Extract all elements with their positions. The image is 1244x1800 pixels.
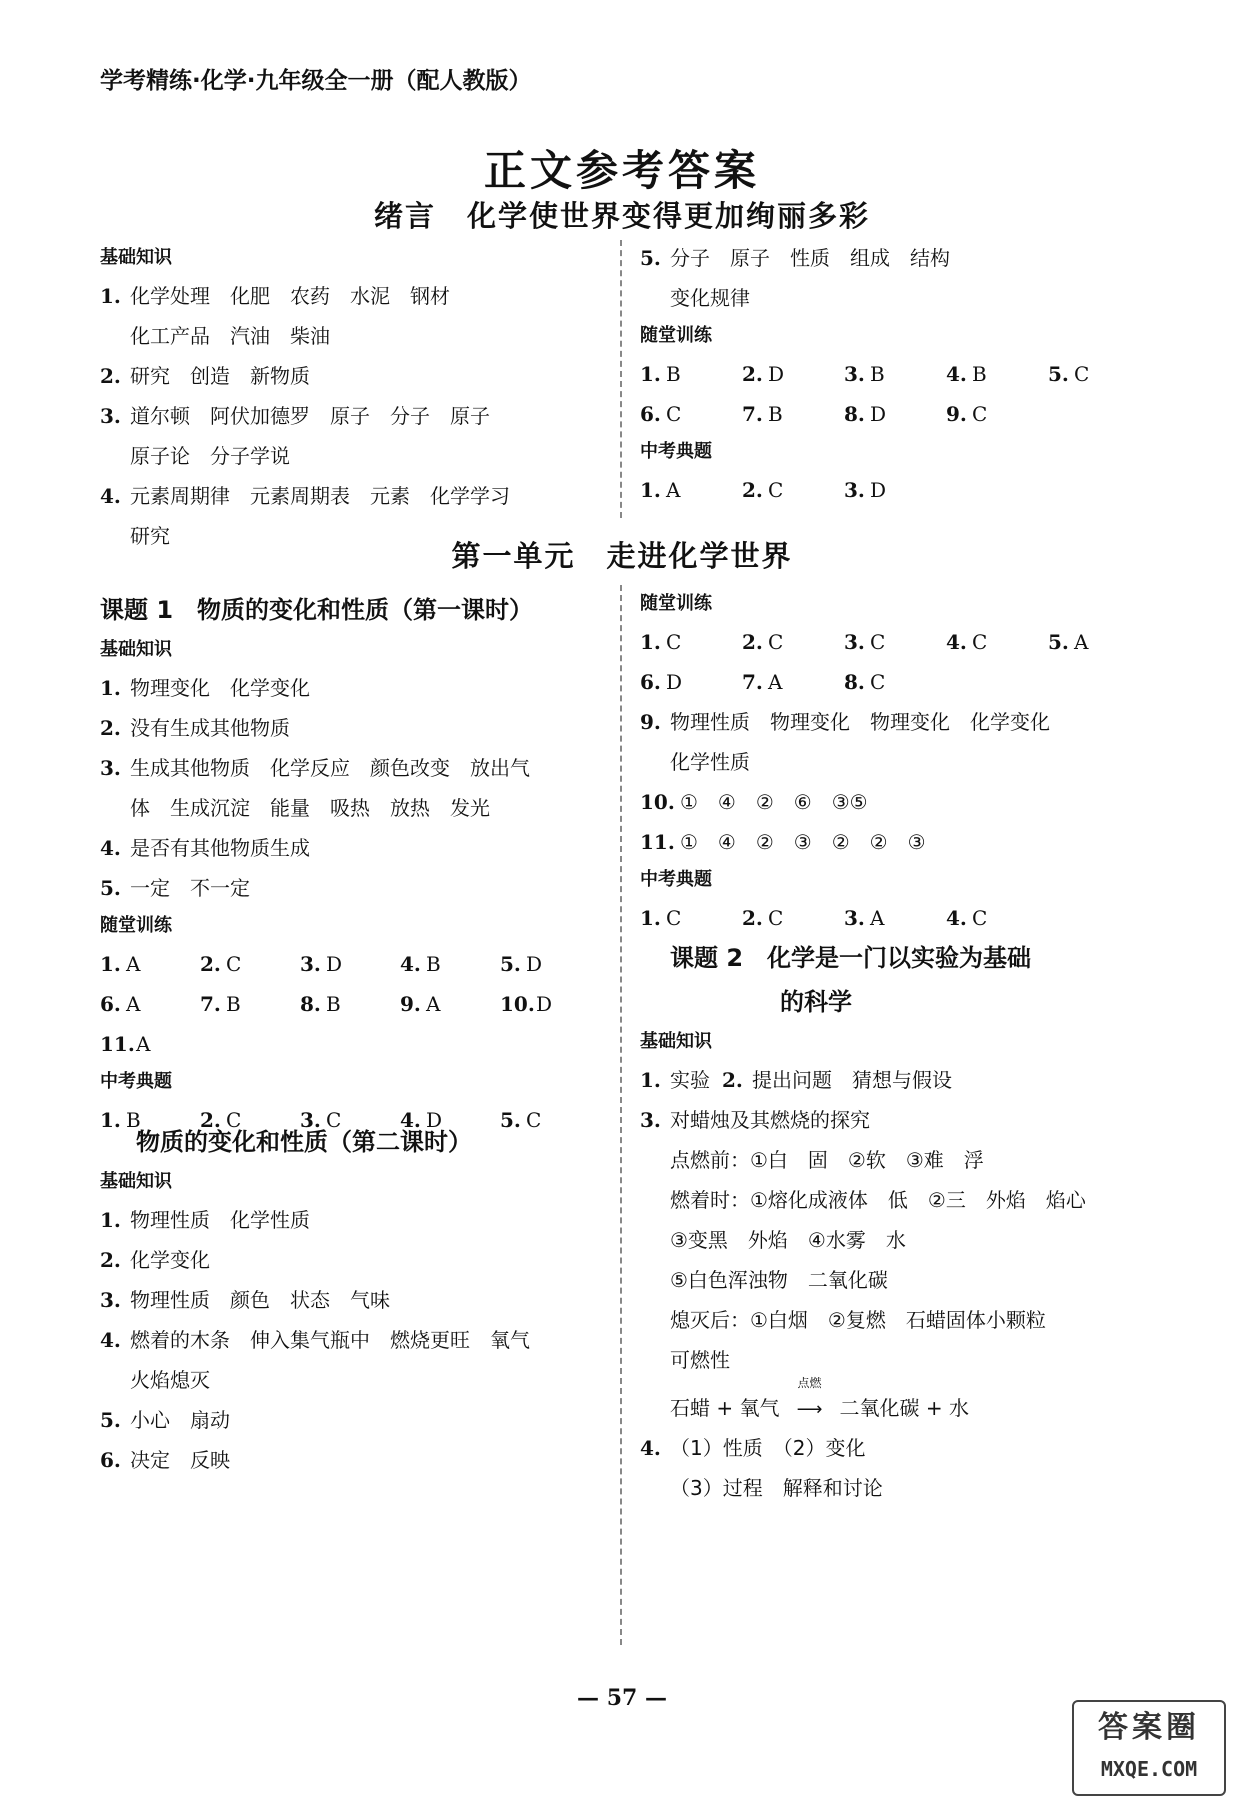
answer-line — [100, 1440, 610, 1480]
answer-line — [640, 1180, 1180, 1220]
question-number: 5. — [1048, 630, 1069, 654]
question-number: 6. — [100, 1448, 121, 1472]
question-number: 3. — [844, 362, 865, 386]
answer-line — [640, 1100, 1180, 1140]
question-number: 10. — [500, 992, 535, 1016]
question-number: 11. — [100, 1032, 135, 1056]
choice-item — [742, 898, 844, 938]
question-number: 2. — [100, 716, 121, 740]
equation-products: 二氧化碳 + 水 — [839, 1396, 969, 1420]
choice-item — [844, 662, 946, 702]
book-title: 学考精练·化学·九年级全一册（配人教版） — [100, 68, 532, 94]
answer-line — [100, 476, 600, 516]
watermark-url: MXQE.COM — [1100, 1757, 1198, 1781]
answer-text: 一定 不一定 — [130, 876, 250, 900]
choice-item — [844, 470, 946, 510]
question-number: 3. — [844, 906, 865, 930]
answer-line — [100, 316, 600, 356]
choice-item — [100, 944, 200, 984]
answer-text: 化工产品 汽油 柴油 — [130, 324, 330, 348]
answer-line — [640, 1340, 1180, 1380]
answer-text: 体 生成沉淀 能量 吸热 放热 发光 — [130, 796, 490, 820]
choice-item — [844, 394, 946, 434]
choice-answer: B — [126, 1108, 141, 1132]
question-number: 3. — [100, 1288, 121, 1312]
section-label: 随堂训练 — [640, 593, 712, 614]
section-label: 基础知识 — [100, 639, 172, 660]
question-number: 6. — [100, 992, 121, 1016]
choice-answer: C — [972, 630, 988, 654]
lesson-title: 课题 1 物质的变化和性质（第一课时） — [100, 596, 534, 624]
answer-line — [640, 702, 1170, 742]
answer-text: 熄灭后：①白烟 ②复燃 石蜡固体小颗粒 — [670, 1308, 1046, 1332]
answer-text: （3）过程 解释和讨论 — [670, 1476, 883, 1500]
column-divider — [620, 585, 622, 1645]
question-number: 2. — [100, 1248, 121, 1272]
intro-left-column — [100, 240, 600, 556]
choice-item — [946, 354, 1048, 394]
answer-line — [640, 742, 1170, 782]
answer-line — [100, 1200, 610, 1240]
reaction-condition: 点燃 — [797, 1376, 822, 1390]
choice-answer: C — [768, 478, 784, 502]
answer-text: 分子 原子 性质 组成 结构 — [670, 246, 950, 270]
choice-item — [640, 354, 742, 394]
choice-item — [844, 898, 946, 938]
question-number: 9. — [640, 710, 661, 734]
answer-text: 元素周期律 元素周期表 元素 化学学习 — [130, 484, 510, 508]
choice-item — [844, 354, 946, 394]
answer-line — [640, 1260, 1180, 1300]
unit1-right-column — [640, 586, 1170, 938]
answer-line — [640, 1060, 1180, 1100]
choice-answer: D — [870, 478, 887, 502]
section-label: 中考典题 — [100, 1071, 172, 1092]
answer-text: 化学性质 — [670, 750, 750, 774]
question-number: 7. — [742, 670, 763, 694]
choice-item — [400, 984, 500, 1024]
question-number: 5. — [100, 876, 121, 900]
choice-item — [742, 470, 844, 510]
question-number: 5. — [640, 246, 661, 270]
section-label: 基础知识 — [640, 1031, 712, 1052]
unit1-left-column — [100, 588, 610, 1140]
choice-answer: C — [972, 906, 988, 930]
question-number: 5. — [100, 1408, 121, 1432]
section-label: 基础知识 — [100, 1171, 172, 1192]
choice-item — [946, 394, 1048, 434]
question-number: 3. — [300, 1108, 321, 1132]
question-number: 1. — [100, 284, 121, 308]
answer-line — [640, 1140, 1180, 1180]
choice-answer: C — [666, 906, 682, 930]
question-number: 5. — [1048, 362, 1069, 386]
page-number: — 57 — — [577, 1685, 667, 1711]
choice-row — [640, 470, 1160, 510]
lesson1b-left-column — [100, 1120, 610, 1480]
watermark-logo — [1072, 1700, 1226, 1796]
lesson2-right-column — [640, 936, 1180, 1508]
question-number: 2. — [742, 630, 763, 654]
answer-line — [640, 1468, 1180, 1508]
section-label: 随堂训练 — [100, 915, 172, 936]
answer-text: 化学处理 化肥 农药 水泥 钢材 — [130, 284, 450, 308]
choice-answer: A — [136, 1032, 151, 1056]
column-divider — [620, 240, 622, 518]
answer-line — [100, 1280, 610, 1320]
reaction-arrow — [779, 1376, 839, 1430]
answer-text: 道尔顿 阿伏加德罗 原子 分子 原子 — [130, 404, 490, 428]
equation-reactants: 石蜡 + 氧气 — [670, 1396, 780, 1420]
answer-line — [100, 708, 610, 748]
choice-item — [200, 944, 300, 984]
choice-answer: C — [326, 1108, 342, 1132]
choice-answer: B — [666, 362, 681, 386]
choice-row — [640, 354, 1160, 394]
lesson-title: 物质的变化和性质（第二课时） — [136, 1128, 472, 1156]
question-number: 4. — [640, 1436, 661, 1460]
question-number: 2. — [200, 952, 221, 976]
choice-row — [100, 944, 610, 984]
question-number: 7. — [200, 992, 221, 1016]
answer-text: 燃着的木条 伸入集气瓶中 燃烧更旺 氧气 — [130, 1328, 530, 1352]
answer-text: 提出问题 猜想与假设 — [752, 1068, 952, 1092]
choice-answer: B — [972, 362, 987, 386]
answer-text: 研究 — [130, 524, 170, 548]
choice-answer: D — [768, 362, 785, 386]
question-number: 8. — [300, 992, 321, 1016]
choice-answer: D — [666, 670, 683, 694]
section-label: 随堂训练 — [640, 325, 712, 346]
choice-item — [1048, 354, 1150, 394]
question-number: 3. — [100, 756, 121, 780]
question-number: 2. — [200, 1108, 221, 1132]
section-label: 中考典题 — [640, 869, 712, 890]
answer-text: 可燃性 — [670, 1348, 730, 1372]
choice-answer: C — [226, 952, 242, 976]
choice-item — [844, 622, 946, 662]
question-number: 2. — [742, 906, 763, 930]
question-number: 9. — [400, 992, 421, 1016]
lesson-title: 课题 2 化学是一门以实验为基础 — [670, 944, 1032, 972]
lesson-title-continued: 的科学 — [780, 988, 852, 1016]
question-number: 3. — [100, 404, 121, 428]
choice-row — [640, 622, 1170, 662]
choice-answer: D — [426, 1108, 443, 1132]
choice-answer: B — [426, 952, 441, 976]
section-title-unit1: 第一单元 走进化学世界 — [451, 539, 793, 573]
question-number: 8. — [844, 670, 865, 694]
question-number: 1. — [100, 1208, 121, 1232]
answer-text: 没有生成其他物质 — [130, 716, 290, 740]
answer-text: 小心 扇动 — [130, 1408, 230, 1432]
answer-line — [640, 822, 1170, 862]
choice-answer: C — [1074, 362, 1090, 386]
answer-line — [100, 748, 610, 788]
answer-text: 物理变化 化学变化 — [130, 676, 310, 700]
answer-line — [640, 1220, 1180, 1260]
answer-line — [100, 356, 600, 396]
answer-line — [100, 868, 610, 908]
question-number: 4. — [100, 484, 121, 508]
answer-text: （1）性质 （2）变化 — [670, 1436, 866, 1460]
choice-answer: B — [226, 992, 241, 1016]
choice-answer: C — [226, 1108, 242, 1132]
choice-answer: A — [666, 478, 681, 502]
choice-row — [640, 898, 1170, 938]
choice-answer: D — [536, 992, 553, 1016]
choice-row — [100, 984, 610, 1024]
question-number: 4. — [400, 952, 421, 976]
page-title: 正文参考答案 — [483, 146, 760, 195]
choice-answer: C — [870, 630, 886, 654]
question-number: 4. — [946, 906, 967, 930]
question-number: 1. — [640, 906, 661, 930]
choice-answer: D — [326, 952, 343, 976]
choice-answer: C — [768, 630, 784, 654]
answer-line — [100, 788, 610, 828]
answer-text: ① ④ ② ⑥ ③⑤ — [680, 790, 868, 814]
answer-text: 是否有其他物质生成 — [130, 836, 310, 860]
answer-text: 实验 — [670, 1068, 710, 1092]
answer-text: 物理性质 颜色 状态 气味 — [130, 1288, 390, 1312]
answer-line — [100, 668, 610, 708]
choice-answer: A — [126, 952, 141, 976]
answer-line — [100, 1360, 610, 1400]
choice-item — [640, 898, 742, 938]
answer-line — [100, 1240, 610, 1280]
answer-text: ⑤白色浑浊物 二氧化碳 — [670, 1268, 888, 1292]
answer-text: ① ④ ② ③ ② ② ③ — [680, 830, 926, 854]
choice-answer: C — [666, 630, 682, 654]
choice-item — [640, 470, 742, 510]
question-number: 1. — [640, 362, 661, 386]
choice-item — [300, 984, 400, 1024]
question-number: 2. — [742, 362, 763, 386]
answer-text: 点燃前：①白 固 ②软 ③难 浮 — [670, 1148, 984, 1172]
choice-item — [100, 1024, 200, 1064]
question-number: 6. — [640, 670, 661, 694]
question-number: 11. — [640, 830, 675, 854]
answer-text: 对蜡烛及其燃烧的探究 — [670, 1108, 870, 1132]
choice-answer: C — [870, 670, 886, 694]
answer-line — [640, 1428, 1180, 1468]
answer-text: 变化规律 — [670, 286, 750, 310]
choice-item — [400, 944, 500, 984]
question-number: 1. — [100, 676, 121, 700]
answer-line — [640, 278, 1160, 318]
intro-right-column — [640, 238, 1160, 510]
choice-answer: B — [870, 362, 885, 386]
question-number: 5. — [500, 1108, 521, 1132]
question-number: 2. — [722, 1068, 743, 1092]
question-number: 1. — [640, 478, 661, 502]
question-number: 2. — [100, 364, 121, 388]
choice-item — [500, 944, 600, 984]
choice-answer: B — [768, 402, 783, 426]
question-number: 3. — [844, 630, 865, 654]
answer-text: 决定 反映 — [130, 1448, 230, 1472]
question-number: 8. — [844, 402, 865, 426]
question-number: 3. — [640, 1108, 661, 1132]
answer-text: 燃着时：①熔化成液体 低 ②三 外焰 焰心 — [670, 1188, 1086, 1212]
choice-item — [100, 984, 200, 1024]
question-number: 1. — [640, 1068, 661, 1092]
question-number: 2. — [742, 478, 763, 502]
choice-answer: B — [326, 992, 341, 1016]
answer-text: 原子论 分子学说 — [130, 444, 290, 468]
answer-text: 生成其他物质 化学反应 颜色改变 放出气 — [130, 756, 530, 780]
question-number: 1. — [100, 952, 121, 976]
choice-item — [742, 394, 844, 434]
answer-line — [100, 436, 600, 476]
question-number: 3. — [844, 478, 865, 502]
choice-item — [500, 984, 600, 1024]
choice-answer: D — [526, 952, 543, 976]
choice-answer: A — [426, 992, 441, 1016]
choice-item — [640, 622, 742, 662]
answer-text: 火焰熄灭 — [130, 1368, 210, 1392]
answer-line — [640, 1300, 1180, 1340]
choice-row — [640, 394, 1160, 434]
choice-item — [742, 662, 844, 702]
section-label: 中考典题 — [640, 441, 712, 462]
question-number: 3. — [300, 952, 321, 976]
watermark-text: 答案圈 — [1098, 1710, 1200, 1745]
question-number: 4. — [100, 1328, 121, 1352]
choice-answer: C — [666, 402, 682, 426]
arrow-icon: ⟶ — [796, 1399, 823, 1420]
question-number: 1. — [100, 1108, 121, 1132]
answer-text: 化学变化 — [130, 1248, 210, 1272]
choice-answer: D — [870, 402, 887, 426]
choice-item — [1048, 622, 1150, 662]
answer-line — [100, 1320, 610, 1360]
question-number: 9. — [946, 402, 967, 426]
choice-answer: C — [972, 402, 988, 426]
answer-text: 研究 创造 新物质 — [130, 364, 310, 388]
choice-item — [742, 354, 844, 394]
question-number: 10. — [640, 790, 675, 814]
choice-item — [946, 622, 1048, 662]
choice-item — [640, 394, 742, 434]
question-number: 4. — [400, 1108, 421, 1132]
choice-answer: C — [768, 906, 784, 930]
answer-text: 物理性质 物理变化 物理变化 化学变化 — [670, 710, 1050, 734]
answer-text: ③变黑 外焰 ④水雾 水 — [670, 1228, 906, 1252]
choice-answer: A — [126, 992, 141, 1016]
section-label: 基础知识 — [100, 247, 172, 268]
choice-item — [742, 622, 844, 662]
choice-item — [640, 662, 742, 702]
choice-item — [946, 898, 1048, 938]
choice-answer: A — [768, 670, 783, 694]
choice-item — [200, 984, 300, 1024]
question-number: 6. — [640, 402, 661, 426]
question-number: 4. — [946, 630, 967, 654]
question-number: 4. — [100, 836, 121, 860]
answer-line — [640, 782, 1170, 822]
choice-row — [100, 1024, 610, 1064]
choice-answer: A — [1074, 630, 1089, 654]
answer-line — [100, 276, 600, 316]
choice-item — [300, 944, 400, 984]
question-number: 7. — [742, 402, 763, 426]
answer-line — [100, 396, 600, 436]
question-number: 1. — [640, 630, 661, 654]
answer-line — [640, 238, 1160, 278]
choice-answer: C — [526, 1108, 542, 1132]
answer-text: 物理性质 化学性质 — [130, 1208, 310, 1232]
question-number: 5. — [500, 952, 521, 976]
word-equation — [640, 1376, 1180, 1428]
choice-answer: A — [870, 906, 885, 930]
section-title-intro: 绪言 化学使世界变得更加绚丽多彩 — [373, 199, 870, 233]
answer-line — [100, 1400, 610, 1440]
question-number: 4. — [946, 362, 967, 386]
choice-row — [640, 662, 1170, 702]
answer-line — [100, 828, 610, 868]
